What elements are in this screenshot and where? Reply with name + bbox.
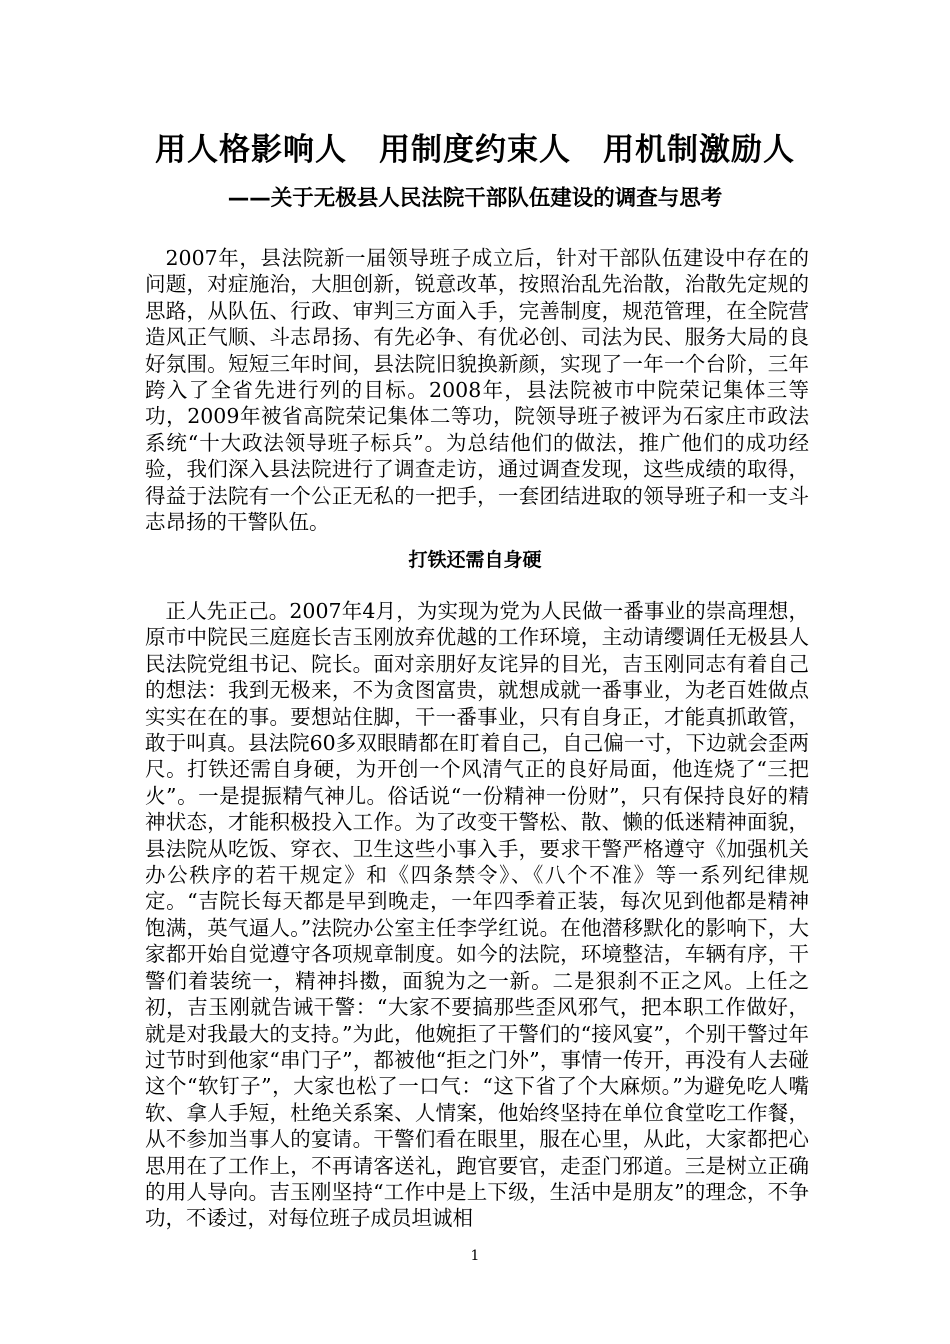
intro-paragraph: 2007年，县法院新一届领导班子成立后，针对干部队伍建设中存在的问题，对症施治，大胆创新，锐意改革，按照治乱先治散，治散先定规的思路，从队伍、行政、审判三方面入手，完善制度，规范管理，在全院营造风正气顺、斗志昂扬、有先必争、有优必创、司法为民、服务大局的良好氛围。短短三年时间，县法院旧貌换新颜，实现了一年一个台阶，三年跨入了全省先进行列的目标。2008年，县法院被市中院荣记集体三等功，2009年被省高院荣记集体二等功，院领导班子被评为石家庄市政法系统“十大政法领导班子标兵”。为总结他们的做法，推广他们的成功经验，我们深入县法院进行了调查走访，通过调查发现，这些成绩的取得，得益于法院有一个公正无私的一把手，一套团结进取的领导班子和一支斗志昂扬的干警队伍。 bbox=[145, 246, 809, 535]
section-heading: 打铁还需自身硬 bbox=[408, 549, 542, 571]
section-paragraph: 正人先正己。2007年4月，为实现为党为人民做一番事业的崇高理想，原市中院民三庭庭长吉玉刚放弃优越的工作环境，主动请缨调任无极县人民法院党组书记、院长。面对亲朋好友诧异的目光，吉玉刚同志有着自己的想法：我到无极来，不为贪图富贵，就想成就一番事业，为老百姓做点实实在在的事。要想站住脚，干一番事业，只有自身正，才能真抓敢管，敢于叫真。县法院60多双眼睛都在盯着自己，自己偏一寸，下边就会歪两尺。打铁还需自身硬，为开创一个风清气正的良好局面，他连烧了“三把火”。一是提振精气神儿。俗话说“一份精神一份财”，只有保持良好的精神状态，才能积极投入工作。为了改变干警松、散、懒的低迷精神面貌，县法院从吃饭、穿衣、卫生这些小事入手，要求干警严格遵守《加强机关办公秩序的若干规定》和《四条禁令》、《八个不准》等一系列纪律规定。“吉院长每天都是早到晚走，一年四季着正装，每次见到他都是精神饱满，英气逼人。”法院办公室主任李学红说。在他潜移默化的影响下，大家都开始自觉遵守各项规章制度。如今的法院，环境整洁，车辆有序，干警们着装统一，精神抖擞，面貌为之一新。二是狠刹不正之风。上任之初，吉玉刚就告诫干警：“大家不要搞那些歪风邪气，把本职工作做好，就是对我最大的支持。”为此，他婉拒了干警们的“接风宴”，个别干警过年过节时到他家“串门子”，都被他“拒之门外”，事情一传开，再没有人去碰这个“软钉子”，大家也松了一口气：“这下省了个大麻烦。”为避免吃人嘴软、拿人手短，杜绝关系案、人情案，他始终坚持在单位食堂吃工作餐，从不参加当事人的宴请。干警们看在眼里，服在心里，从此，大家都把心思用在了工作上，不再请客送礼，跑官要官，走歪门邪道。三是树立正确的用人导向。吉玉刚坚持“工作中是上下级，生活中是朋友”的理念，不争功，不诿过，对每位班子成员坦诚相 bbox=[145, 599, 809, 1231]
page-number: 1 bbox=[470, 1248, 480, 1264]
document-subtitle: ——关于无极县人民法院干部队伍建设的调查与思考 bbox=[227, 186, 723, 211]
document-title: 用人格影响人 用制度约束人 用机制激励人 bbox=[155, 132, 795, 168]
